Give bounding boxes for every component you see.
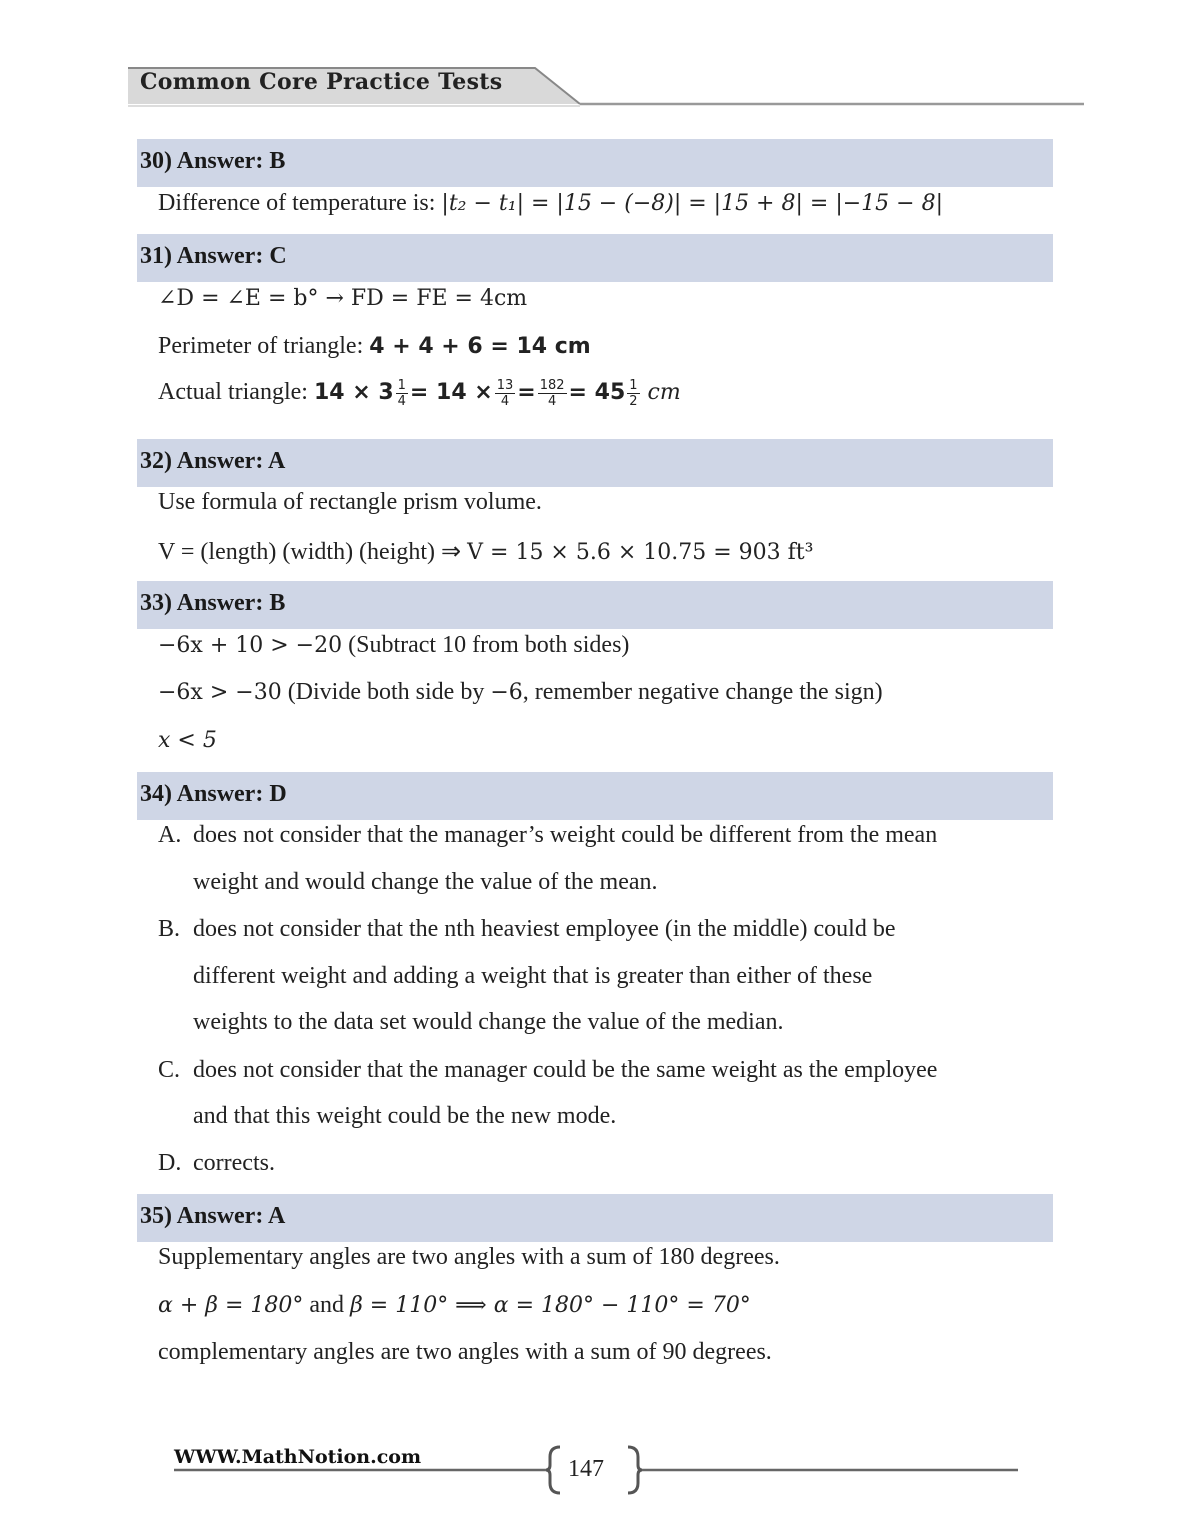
answer-35-math-2a: α + β = 180°	[158, 1293, 304, 1318]
fraction-numerator: 182	[539, 378, 565, 393]
answer-30-line-1	[158, 190, 943, 217]
answer-34-band	[137, 772, 1053, 820]
answer-33-math-1: −6x + 10 > −20	[158, 633, 343, 658]
answer-35-line-3: complementary angles are two angles with a sum of 90 degrees.	[158, 1339, 772, 1365]
answer-31-text-3: Actual triangle:	[158, 379, 314, 406]
answer-30-band	[137, 139, 1053, 187]
fraction-182-4	[538, 378, 567, 409]
answer-33-label: 33) Answer: B	[140, 590, 286, 616]
answer-30-text: Difference of temperature is:	[158, 190, 442, 216]
answer-32-line-2	[158, 537, 813, 566]
option-b-line-2: different weight and adding a weight that is greater than either of these	[193, 963, 873, 989]
answer-31-line-1	[158, 285, 527, 312]
answer-33-text-2a: (Divide both side by	[281, 679, 491, 705]
fraction-numerator: 13	[496, 378, 514, 393]
answer-33-text-2b: , remember negative change the sign)	[522, 679, 883, 705]
answer-32-line-1: Use formula of rectangle prism volume.	[158, 489, 542, 515]
answer-34-label: 34) Answer: D	[140, 781, 287, 807]
answer-30-math: |t₂ − t₁| = |15 − (−8)| = |15 + 8| = |−15 − 8|	[441, 191, 943, 216]
fraction-1-4	[396, 378, 408, 409]
answer-31-math-1: ∠D = ∠E = b° → FD = FE = 4cm	[158, 286, 528, 311]
footer-website: WWW.MathNotion.com	[174, 1446, 422, 1468]
answer-31-band	[137, 234, 1053, 282]
fraction-1-2	[627, 378, 639, 409]
option-c-letter: C.	[158, 1057, 181, 1083]
fraction-denominator: 4	[500, 394, 510, 409]
answer-31-text-2: Perimeter of triangle:	[158, 333, 370, 359]
fraction-denominator: 4	[547, 394, 557, 409]
answer-33-math-2b: −6	[490, 680, 523, 705]
answer-31-math-2: 4 + 4 + 6 = 14 cm	[369, 334, 591, 359]
answer-33-line-2	[158, 679, 883, 706]
answer-33-math-2: −6x > −30	[158, 680, 282, 705]
answer-33-line-3	[158, 727, 217, 754]
fraction-numerator: 1	[397, 378, 406, 393]
answer-31-line-3	[158, 378, 681, 409]
option-b-letter: B.	[158, 916, 181, 942]
answer-31-math-3c: =	[517, 380, 536, 406]
answer-35-line-1: Supplementary angles are two angles with a sum of 180 degrees.	[158, 1244, 780, 1270]
answer-32-label: 32) Answer: A	[140, 448, 286, 474]
answer-32-band	[137, 439, 1053, 487]
page-number: 147	[568, 1456, 604, 1482]
answer-32-text-2: V = (length) (width) (height) ⇒	[158, 539, 468, 565]
header-title: Common Core Practice Tests	[140, 69, 503, 95]
fraction-denominator: 2	[629, 394, 638, 409]
answer-35-line-2	[158, 1292, 751, 1319]
option-c-line-2: and that this weight could be the new mode.	[193, 1103, 617, 1129]
answer-33-text-1: (Subtract 10 from both sides)	[342, 632, 630, 658]
fraction-13-4	[495, 378, 516, 409]
option-d-line-1: corrects.	[193, 1150, 275, 1176]
answer-35-band	[137, 1194, 1053, 1242]
option-b-line-3: weights to the data set would change the value of the median.	[193, 1009, 784, 1035]
answer-35-math-2b: β = 110° ⟹ α = 180° − 110° = 70°	[350, 1293, 751, 1318]
fraction-numerator: 1	[629, 378, 638, 393]
answer-32-math-2: V = 15 × 5.6 × 10.75 = 903 ft³	[467, 540, 814, 565]
option-a-line-1: does not consider that the manager’s weight could be different from the mean	[193, 822, 938, 848]
answer-31-math-3d: = 45	[568, 380, 626, 406]
answer-33-band	[137, 581, 1053, 629]
answer-30-label: 30) Answer: B	[140, 148, 286, 174]
answer-31-line-2	[158, 333, 591, 360]
answer-35-text-2: and	[303, 1292, 351, 1318]
header-banner	[0, 0, 1190, 120]
answer-31-label: 31) Answer: C	[140, 243, 287, 269]
answer-31-math-3b: = 14 ×	[409, 380, 493, 406]
answer-31-math-3a: 14 × 3	[313, 380, 394, 406]
option-c-line-1: does not consider that the manager could be the same weight as the employee	[193, 1057, 938, 1083]
option-a-letter: A.	[158, 822, 182, 848]
option-d-letter: D.	[158, 1150, 182, 1176]
option-a-line-2: weight and would change the value of the mean.	[193, 869, 658, 895]
answer-31-math-3e: cm	[647, 380, 681, 406]
answer-35-label: 35) Answer: A	[140, 1203, 286, 1229]
answer-33-math-3: x < 5	[158, 728, 217, 753]
fraction-denominator: 4	[397, 394, 406, 409]
option-b-line-1: does not consider that the nth heaviest employee (in the middle) could be	[193, 916, 896, 942]
answer-33-line-1	[158, 632, 629, 659]
